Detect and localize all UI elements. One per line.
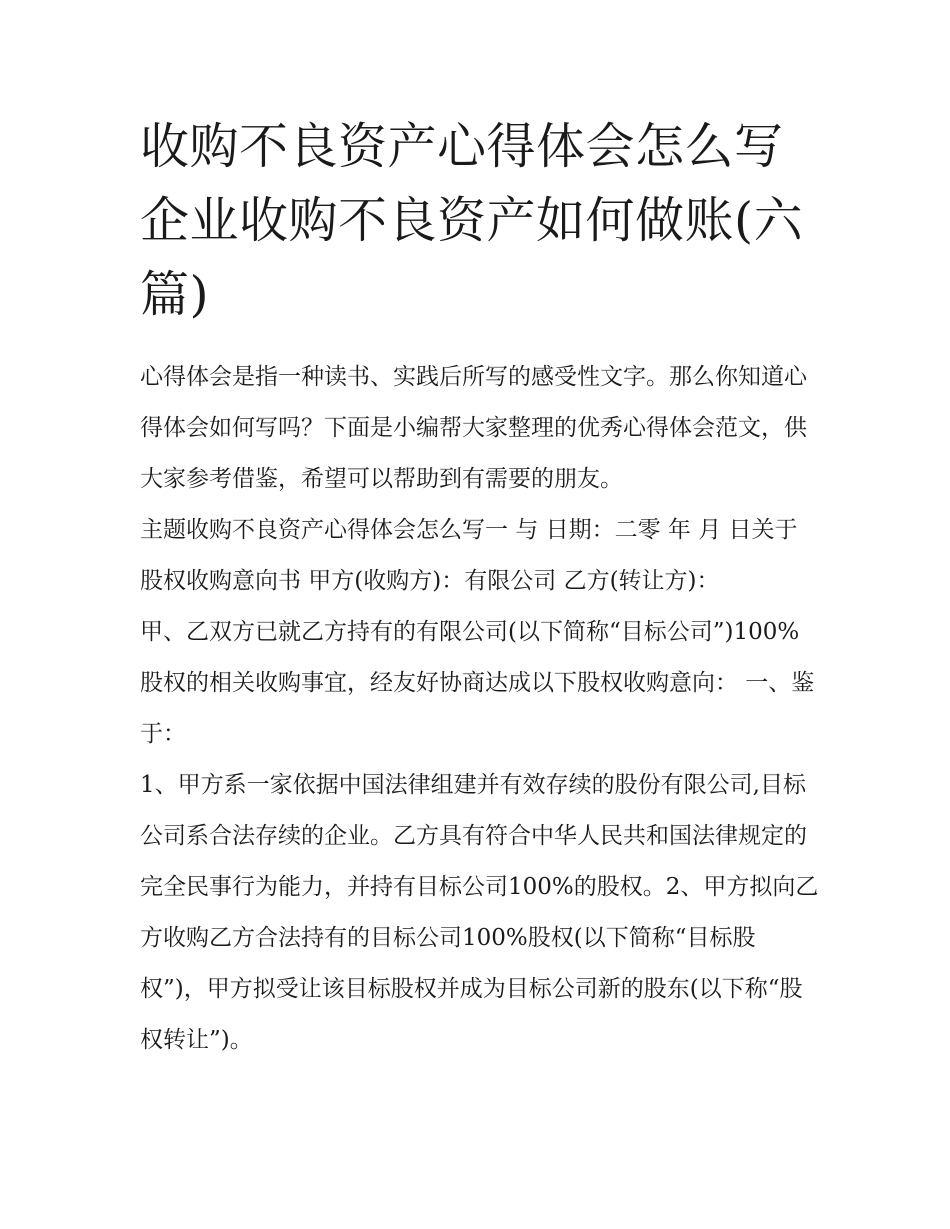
- paragraph-clause-1: 1、甲方系一家依据中国法律组建并有效存续的股份有限公司,目标公司系合法存续的企业。乙方具有符合中华人民共和国法律规定的完全民事行为能力，并持有目标公司100%的股权。2、甲方拟向乙方收购乙方合法持有的目标公司100%股权(以下简称“目标股权”)，甲方拟受让该目标股权并成为目标公司新的股东(以下称“股权转让”)。: [140, 772, 819, 1053]
- document-title: 收购不良资产心得体会怎么写企业收购不良资产如何做账(六篇): [140, 118, 804, 323]
- paragraph-intro: 心得体会是指一种读书、实践后所写的感受性文字。那么你知道心得体会如何写吗？下面是小编帮大家整理的优秀心得体会范文，供大家参考借鉴，希望可以帮助到有需要的朋友。: [140, 364, 807, 492]
- document-page: [140, 110, 820, 1066]
- paragraph-subject: 主题收购不良资产心得体会怎么写一 与 日期：二零 年 月 日关于 股权收购意向书 甲方(收购方)：有限公司 乙方(转让方)：: [140, 517, 798, 594]
- document-body: [140, 352, 820, 1066]
- paragraph-intent: 甲、乙双方已就乙方持有的有限公司(以下简称“目标公司”)100%股权的相关收购事宜，经友好协商达成以下股权收购意向： 一、鉴于：: [140, 619, 815, 747]
